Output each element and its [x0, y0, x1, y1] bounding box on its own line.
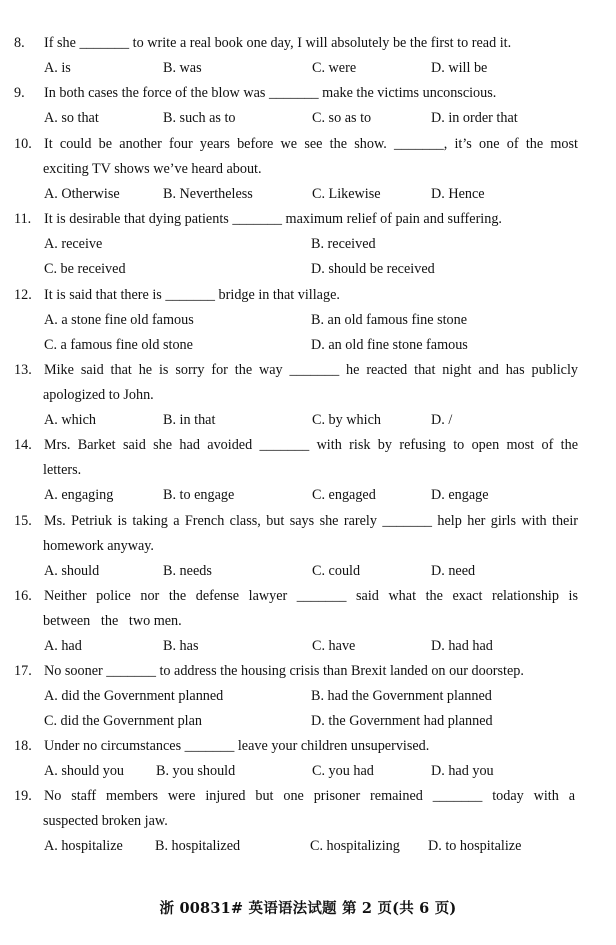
- option-a: A. engaging: [44, 487, 114, 503]
- option-b: B. received: [311, 236, 376, 252]
- question-17: [0, 659, 616, 734]
- option-a: A. had: [44, 638, 82, 654]
- question-number: 17.: [14, 663, 32, 679]
- option-d: D. had had: [431, 638, 493, 654]
- question-number: 8.: [14, 35, 25, 51]
- option-c: C. could: [312, 563, 361, 579]
- question-stem: Under no circumstances _______ leave your children unsupervised.: [44, 738, 430, 754]
- question-number: 13.: [14, 362, 32, 378]
- option-a: A. a stone fine old famous: [44, 312, 194, 328]
- option-d: D. Hence: [431, 186, 485, 202]
- question-number: 19.: [14, 788, 32, 804]
- question-number: 10.: [14, 136, 32, 152]
- option-c: C. a famous fine old stone: [44, 337, 193, 353]
- option-d: D. to hospitalize: [428, 838, 522, 854]
- question-16: [0, 584, 616, 659]
- option-d: D. should be received: [311, 261, 435, 277]
- option-a: A. should you: [44, 763, 125, 779]
- option-a: A. Otherwise: [44, 186, 120, 202]
- question-12: [0, 283, 616, 358]
- option-b: B. needs: [163, 563, 212, 579]
- question-stem: If she _______ to write a real book one day, I will absolutely be the first to read it.: [44, 35, 512, 51]
- option-c: C. so as to: [312, 110, 372, 126]
- question-stem: It is said that there is _______ bridge in that village.: [44, 287, 340, 303]
- option-d: D. will be: [431, 60, 488, 76]
- question-stem-continued: homework anyway.: [43, 538, 154, 554]
- question-stem: It is desirable that dying patients _______ maximum relief of pain and suffering.: [44, 211, 502, 227]
- question-number: 16.: [14, 588, 32, 604]
- option-b: B. to engage: [163, 487, 235, 503]
- option-c: C. did the Government plan: [44, 713, 203, 729]
- option-b: B. was: [163, 60, 202, 76]
- option-b: B. has: [163, 638, 199, 654]
- option-d: D. engage: [431, 487, 489, 503]
- question-stem: No sooner _______ to address the housing crisis than Brexit landed on our doorstep.: [44, 663, 524, 679]
- option-b: B. had the Government planned: [311, 688, 492, 704]
- option-c: C. hospitalizing: [310, 838, 400, 854]
- question-stem-continued: letters.: [43, 462, 82, 478]
- option-c: C. be received: [44, 261, 126, 277]
- option-d: D. /: [431, 412, 453, 428]
- question-stem-continued: exciting TV shows we’ve heard about.: [43, 161, 262, 177]
- option-d: D. need: [431, 563, 476, 579]
- option-a: A. is: [44, 60, 71, 76]
- question-stem: Ms. Petriuk is taking a French class, but says she rarely _______ help her girls with their: [44, 513, 578, 529]
- option-a: A. should: [44, 563, 100, 579]
- question-14: [0, 433, 616, 508]
- option-b: B. in that: [163, 412, 216, 428]
- option-d: D. in order that: [431, 110, 518, 126]
- option-b: B. such as to: [163, 110, 236, 126]
- question-15: [0, 509, 616, 584]
- question-stem: No staff members were injured but one prisoner remained _______ today with a: [44, 788, 575, 804]
- question-18: [0, 734, 616, 784]
- question-number: 18.: [14, 738, 32, 754]
- page-footer: 浙 00831# 英语语法试题 第 2 页(共 6 页): [159, 900, 457, 917]
- question-number: 15.: [14, 513, 32, 529]
- option-c: C. were: [312, 60, 357, 76]
- option-c: C. by which: [312, 412, 381, 428]
- option-d: D. the Government had planned: [311, 713, 493, 729]
- question-stem: In both cases the force of the blow was _______ make the victims unconscious.: [44, 85, 497, 101]
- question-8: [0, 31, 616, 81]
- option-d: D. an old fine stone famous: [311, 337, 468, 353]
- question-stem: Neither police nor the defense lawyer _______ said what the exact relationship is: [44, 588, 578, 604]
- option-a: A. which: [44, 412, 97, 428]
- question-13: [0, 358, 616, 433]
- option-a: A. hospitalize: [44, 838, 123, 854]
- option-a: A. receive: [44, 236, 103, 252]
- option-c: C. engaged: [312, 487, 376, 503]
- option-a: A. did the Government planned: [44, 688, 224, 704]
- question-number: 11.: [14, 211, 32, 227]
- option-b: B. Nevertheless: [163, 186, 253, 202]
- option-d: D. had you: [431, 763, 494, 779]
- option-b: B. hospitalized: [155, 838, 241, 854]
- question-11: [0, 207, 616, 282]
- question-stem-continued: between the two men.: [43, 613, 182, 629]
- question-19: [0, 784, 616, 859]
- option-c: C. Likewise: [312, 186, 381, 202]
- question-10: [0, 132, 616, 207]
- question-number: 12.: [14, 287, 32, 303]
- option-c: C. have: [312, 638, 356, 654]
- question-stem: Mrs. Barket said she had avoided _______ with risk by refusing to open most of the: [44, 437, 578, 453]
- option-a: A. so that: [44, 110, 99, 126]
- question-9: [0, 81, 616, 131]
- question-number: 9.: [14, 85, 25, 101]
- question-stem-continued: suspected broken jaw.: [43, 813, 168, 829]
- option-c: C. you had: [312, 763, 374, 779]
- question-number: 14.: [14, 437, 32, 453]
- question-stem: It could be another four years before we see the show. _______, it’s one of the most: [44, 136, 578, 152]
- question-stem: Mike said that he is sorry for the way _______ he reacted that night and has publicly: [44, 362, 578, 378]
- option-b: B. you should: [156, 763, 236, 779]
- option-b: B. an old famous fine stone: [311, 312, 468, 328]
- question-stem-continued: apologized to John.: [43, 387, 154, 403]
